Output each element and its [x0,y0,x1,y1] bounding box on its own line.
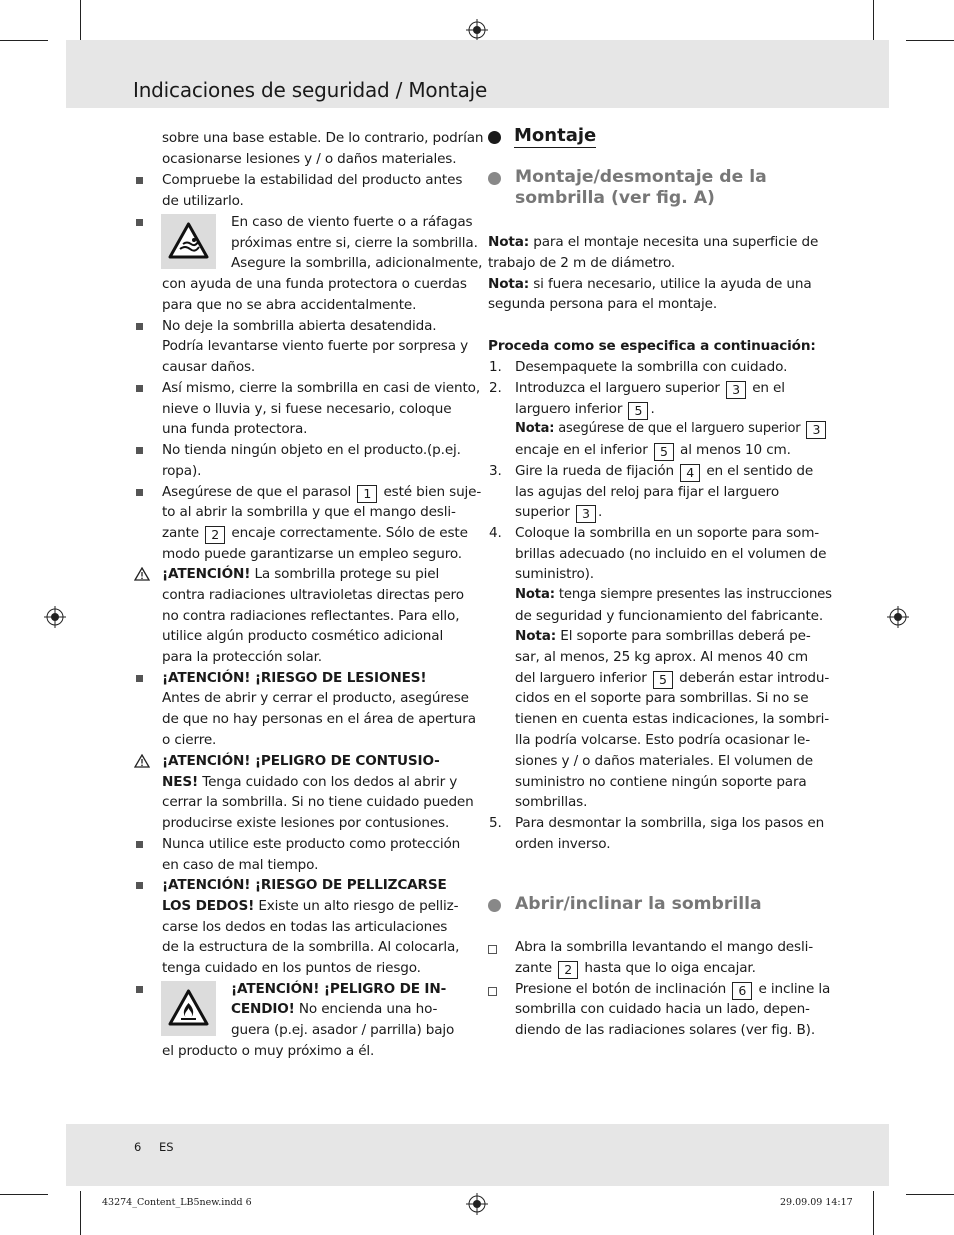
checkbox-bullet [488,945,497,954]
warning-triangle-icon [134,567,150,581]
text-line: tenga cuidado en los puntos de riesgo. [162,960,421,976]
list-number: 5. [489,815,502,831]
text-line: de seguridad y funcionamiento del fabricante. [515,608,824,624]
bullet [136,219,143,226]
text-line: superior 3 . [515,504,603,521]
bullet [136,177,143,184]
part-ref: 2 [558,961,578,979]
text-line: ¡ATENCIÓN! La sombrilla protege su piel [162,566,440,582]
part-ref: 2 [205,526,225,544]
page-title: Indicaciones de seguridad / Montaje [133,78,488,102]
text-line: de utilizarlo. [162,193,244,209]
text-line: lla podría volcarse. Esto podría ocasionar le- [515,732,810,748]
list-number: 4. [489,525,502,541]
part-ref: 3 [576,505,596,523]
text-line: de la estructura de la sombrilla. Al colocarla, [162,939,460,955]
text-line: Nota: asegúrese de que el larguero superior 3 [515,419,828,440]
text-line: siones y / o daños materiales. El volumen de [515,753,813,769]
language-code: ES [159,1140,174,1154]
part-ref: 6 [732,982,752,1000]
part-ref: 1 [357,485,377,503]
slug-file: 43274_Content_LB5new.indd 6 [102,1197,252,1208]
subsection-dot [488,899,501,912]
registration-mark-icon [44,606,66,628]
text-line: Para desmontar la sombrilla, siga los pasos en [515,815,825,831]
text-line: tienen en cuenta estas indicaciones, la sombri- [515,711,830,727]
bullet [136,323,143,330]
text-line: para que no se abra accidentalmente. [162,297,417,313]
bullet [136,986,143,993]
text-line: zante 2 encaje correctamente. Sólo de este [162,525,468,542]
text-line: Gire la rueda de fijación 4 en el sentido de [515,463,814,480]
text-line: ¡ATENCIÓN! ¡RIESGO DE PELLIZCARSE [162,877,447,893]
registration-mark-icon [887,606,909,628]
text-line: ocasionarse lesiones y / o daños materiales. [162,151,457,167]
text-line: suministro). [515,566,594,582]
fire-warning-icon [161,981,216,1036]
wind-warning-box [161,214,216,269]
crop-mark [0,1194,48,1195]
part-ref: 5 [628,402,648,420]
bullet [136,841,143,848]
text-line: en caso de mal tiempo. [162,857,319,873]
bullet [136,489,143,496]
text-line: Nunca utilice este producto como protección [162,836,461,852]
text-line: ropa). [162,463,202,479]
text-line: brillas adecuado (no incluido en el volumen de [515,546,827,562]
text-line: de que no hay personas en el área de apertura [162,711,476,727]
crop-mark [906,1194,954,1195]
text-line: para la protección solar. [162,649,322,665]
text-line: Antes de abrir y cerrar el producto, asegúrese [162,690,469,706]
text-line: con ayuda de una funda protectora o cuerdas [162,276,467,292]
text-line: ¡ATENCIÓN! ¡PELIGRO DE IN- [231,981,447,997]
crop-mark [873,1191,874,1235]
text-line: CENDIO! No encienda una ho- [231,1001,438,1017]
text-line: Nota: tenga siempre presentes las instrucciones [515,587,832,602]
text-line: próximas entre si, cierre la sombrilla. [231,235,478,251]
section-heading: Montaje [514,125,597,146]
text-line: o cierre. [162,732,217,748]
text-line: suministro no contiene ningún soporte para [515,774,807,790]
part-ref: 3 [726,381,746,399]
text-line: ¡ATENCIÓN! ¡PELIGRO DE CONTUSIO- [162,753,440,769]
text-line: modo puede garantizarse un empleo seguro. [162,546,462,562]
text-line: guera (p.ej. asador / parrilla) bajo [231,1022,455,1038]
crop-mark [0,40,48,41]
part-ref: 4 [680,464,700,482]
text-line: utilice algún producto cosmético adicional [162,628,444,644]
text-line: Asegure la sombrilla, adicionalmente, [231,255,483,271]
text-line: el producto o muy próximo a él. [162,1043,375,1059]
crop-mark [80,0,81,44]
warning-triangle-icon [134,754,150,768]
checkbox-bullet [488,987,497,996]
text-line: diendo de las radiaciones solares (ver fig. B). [515,1022,815,1038]
text-line: sombrilla con cuidado hacia un lado, depen- [515,1001,810,1017]
text-line: causar daños. [162,359,256,375]
text-line: Introduzca el larguero superior 3 en el [515,380,785,397]
section-dot [488,131,501,144]
text-line: Desempaquete la sombrilla con cuidado. [515,359,788,375]
text-line: contra radiaciones ultravioletas directas pero [162,587,464,603]
text-line: una funda protectora. [162,421,308,437]
text-line: No deje la sombrilla abierta desatendida. [162,318,437,334]
text-line: encaje en el inferior 5 al menos 10 cm. [515,442,791,459]
fire-warning-box [161,981,216,1036]
subsection-heading: Abrir/inclinar la sombrilla [515,894,762,914]
text-line: Nota: si fuera necesario, utilice la ayuda de una [488,276,812,292]
list-number: 2. [489,380,502,396]
part-ref: 3 [806,421,826,439]
text-line: En caso de viento fuerte o a ráfagas [231,214,473,230]
wind-warning-icon [161,214,216,269]
slug-date: 29.09.09 14:17 [780,1197,853,1208]
text-line: Nota: para el montaje necesita una superficie de [488,234,819,250]
text-line: Abra la sombrilla levantando el mango desli- [515,939,813,955]
text-line: Compruebe la estabilidad del producto antes [162,172,463,188]
text-line: no contra radiaciones reflectantes. Para ello, [162,608,460,624]
text-line: sombrillas. [515,794,588,810]
text-line: larguero inferior 5 . [515,401,655,418]
text-line: Coloque la sombrilla en un soporte para som- [515,525,820,541]
list-number: 1. [489,359,502,375]
crop-mark [906,40,954,41]
list-number: 3. [489,463,502,479]
part-ref: 5 [653,671,673,689]
registration-mark-icon [466,1193,488,1215]
text-line: No tienda ningún objeto en el producto.(p.ej. [162,442,461,458]
text-line: del larguero inferior 5 deberán estar introdu- [515,670,830,687]
text-line: Proceda como se especifica a continuación: [488,338,816,354]
text-line: sobre una base estable. De lo contrario, podrían [162,130,484,146]
text-line: carse los dedos en todas las articulaciones [162,919,448,935]
text-line: nieve o lluvia y, si fuese necesario, coloque [162,401,452,417]
text-line: Nota: El soporte para sombrillas deberá pe- [515,628,811,644]
registration-mark-icon [466,19,488,41]
text-line: Así mismo, cierre la sombrilla en casi de viento, [162,380,481,396]
text-line: Podría levantarse viento fuerte por sorpresa y [162,338,468,354]
text-line: producirse existe lesiones por contusiones. [162,815,450,831]
text-line: segunda persona para el montaje. [488,296,717,312]
part-ref: 5 [654,443,674,461]
bullet [136,447,143,454]
text-line: las agujas del reloj para fijar el larguero [515,484,779,500]
text-line: cidos en el soporte para sombrillas. Si no se [515,690,809,706]
subsection-dot [488,172,501,185]
page-number: 6 [134,1140,142,1154]
text-line: Presione el botón de inclinación 6 e incline la [515,981,831,998]
text-line: zante 2 hasta que lo oiga encajar. [515,960,756,977]
text-line: to al abrir la sombrilla y que el mango desli- [162,504,456,520]
crop-mark [873,0,874,44]
bullet [136,882,143,889]
text-line: trabajo de 2 m de diámetro. [488,255,676,271]
text-line: ¡ATENCIÓN! ¡RIESGO DE LESIONES! [162,670,427,686]
text-line: cerrar la sombrilla. Si no tiene cuidado pueden [162,794,474,810]
crop-mark [80,1191,81,1235]
text-line: Asegúrese de que el parasol 1 esté bien suje- [162,484,482,501]
text-line: NES! Tenga cuidado con los dedos al abrir y [162,774,458,790]
footer-band [66,1124,889,1186]
bullet [136,385,143,392]
text-line: orden inverso. [515,836,611,852]
text-line: LOS DEDOS! Existe un alto riesgo de pelliz- [162,898,459,914]
text-line: sar, al menos, 25 kg aprox. Al menos 40 cm [515,649,808,665]
bullet [136,675,143,682]
subsection-heading: Montaje/desmontaje de la sombrilla (ver fig. A) [515,167,767,208]
